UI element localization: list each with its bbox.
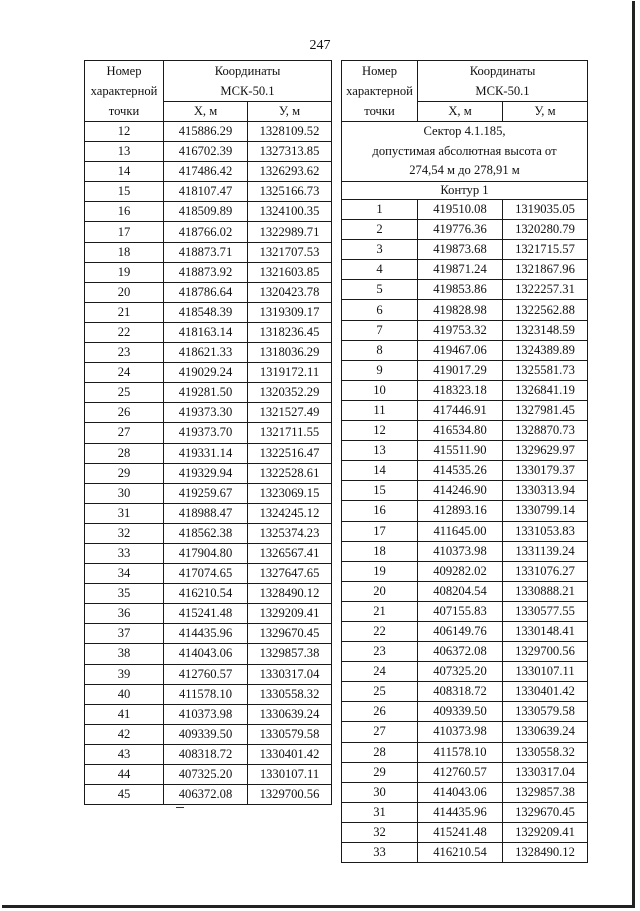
y-coordinate: 1325166.73 bbox=[248, 182, 332, 202]
coordinate-system: МСК-50.1 bbox=[220, 84, 275, 98]
scan-mark bbox=[176, 807, 184, 808]
x-coordinate: 418873.92 bbox=[164, 262, 248, 282]
x-coordinate: 408204.54 bbox=[418, 581, 503, 601]
table-row bbox=[342, 843, 588, 863]
y-coordinate: 1329857.38 bbox=[248, 644, 332, 664]
table-row bbox=[85, 343, 332, 363]
x-coordinate: 409339.50 bbox=[418, 702, 503, 722]
point-number: 13 bbox=[342, 441, 418, 461]
point-number: 44 bbox=[85, 765, 164, 785]
page-number: 247 bbox=[309, 38, 331, 53]
table-row bbox=[85, 443, 332, 463]
contour-label: Контур 1 bbox=[342, 182, 588, 200]
x-coordinate: 417446.91 bbox=[418, 400, 503, 420]
y-coordinate: 1330179.37 bbox=[503, 461, 588, 481]
x-coordinate: 407155.83 bbox=[418, 601, 503, 621]
y-coordinate: 1321603.85 bbox=[248, 262, 332, 282]
point-number: 33 bbox=[342, 843, 418, 863]
y-coordinate: 1330148.41 bbox=[503, 621, 588, 641]
point-number: 7 bbox=[342, 320, 418, 340]
table-row bbox=[85, 785, 332, 805]
x-coordinate: 410373.98 bbox=[418, 722, 503, 742]
point-number: 34 bbox=[85, 564, 164, 584]
x-coordinate: 418988.47 bbox=[164, 503, 248, 523]
point-number: 8 bbox=[342, 340, 418, 360]
x-coordinate: 419281.50 bbox=[164, 383, 248, 403]
y-coordinate: 1330639.24 bbox=[503, 722, 588, 742]
point-number: 6 bbox=[342, 300, 418, 320]
y-coordinate: 1320352.29 bbox=[248, 383, 332, 403]
x-coordinate: 406149.76 bbox=[418, 621, 503, 641]
y-coordinate: 1324245.12 bbox=[248, 503, 332, 523]
point-number: 38 bbox=[85, 644, 164, 664]
y-coordinate: 1328109.52 bbox=[248, 122, 332, 142]
y-coordinate: 1330313.94 bbox=[503, 481, 588, 501]
point-number: 16 bbox=[85, 202, 164, 222]
y-coordinate: 1321867.96 bbox=[503, 260, 588, 280]
y-coordinate: 1330558.32 bbox=[248, 684, 332, 704]
y-coordinate: 1330107.11 bbox=[248, 765, 332, 785]
x-coordinate: 419259.67 bbox=[164, 483, 248, 503]
y-coordinate: 1324389.89 bbox=[503, 340, 588, 360]
x-coordinate: 418621.33 bbox=[164, 343, 248, 363]
x-coordinate: 414246.90 bbox=[418, 481, 503, 501]
table-row bbox=[342, 561, 588, 581]
x-coordinate: 419467.06 bbox=[418, 340, 503, 360]
point-number: 17 bbox=[85, 222, 164, 242]
x-coordinate: 416210.54 bbox=[164, 584, 248, 604]
point-number: 41 bbox=[85, 704, 164, 724]
y-coordinate: 1330799.14 bbox=[503, 501, 588, 521]
table-row bbox=[342, 461, 588, 481]
table-row bbox=[342, 360, 588, 380]
y-coordinate: 1322562.88 bbox=[503, 300, 588, 320]
y-coordinate: 1325581.73 bbox=[503, 360, 588, 380]
x-coordinate: 419828.98 bbox=[418, 300, 503, 320]
table-row bbox=[85, 463, 332, 483]
table-row bbox=[342, 682, 588, 702]
point-number: 11 bbox=[342, 400, 418, 420]
point-number: 15 bbox=[85, 182, 164, 202]
y-coordinate: 1330579.58 bbox=[248, 724, 332, 744]
table-row bbox=[85, 282, 332, 302]
table-row bbox=[342, 762, 588, 782]
x-coordinate: 411645.00 bbox=[418, 521, 503, 541]
point-number: 1 bbox=[342, 200, 418, 220]
table-row bbox=[85, 202, 332, 222]
y-coordinate: 1330558.32 bbox=[503, 742, 588, 762]
table-row bbox=[85, 503, 332, 523]
point-number-header: Номер характерной точки bbox=[85, 61, 164, 122]
table-row bbox=[85, 543, 332, 563]
point-number: 31 bbox=[342, 802, 418, 822]
y-coordinate: 1326841.19 bbox=[503, 380, 588, 400]
point-number: 5 bbox=[342, 280, 418, 300]
y-coordinate: 1328490.12 bbox=[503, 843, 588, 863]
y-coordinate: 1327647.65 bbox=[248, 564, 332, 584]
point-number: 22 bbox=[85, 322, 164, 342]
point-number: 28 bbox=[342, 742, 418, 762]
x-coordinate: 419373.70 bbox=[164, 423, 248, 443]
point-number: 21 bbox=[85, 302, 164, 322]
point-number: 3 bbox=[342, 240, 418, 260]
table-row bbox=[85, 383, 332, 403]
x-coordinate: 412760.57 bbox=[418, 762, 503, 782]
table-row bbox=[342, 541, 588, 561]
x-coordinate: 419853.86 bbox=[418, 280, 503, 300]
table-row bbox=[342, 501, 588, 521]
coordinates-title: Координаты bbox=[469, 64, 536, 78]
point-number: 24 bbox=[342, 662, 418, 682]
table-row bbox=[342, 621, 588, 641]
table-row bbox=[342, 280, 588, 300]
point-number: 37 bbox=[85, 624, 164, 644]
point-number: 14 bbox=[342, 461, 418, 481]
table-row bbox=[85, 423, 332, 443]
sector-line-1: Сектор 4.1.185, bbox=[423, 124, 506, 139]
y-coordinate: 1330317.04 bbox=[503, 762, 588, 782]
y-column-header: У, м bbox=[503, 102, 588, 122]
table-row bbox=[342, 481, 588, 501]
x-coordinate: 406372.08 bbox=[418, 642, 503, 662]
x-coordinate: 406372.08 bbox=[164, 785, 248, 805]
point-number: 9 bbox=[342, 360, 418, 380]
y-coordinate: 1330639.24 bbox=[248, 704, 332, 724]
y-coordinate: 1321711.55 bbox=[248, 423, 332, 443]
x-coordinate: 418323.18 bbox=[418, 380, 503, 400]
sector-description bbox=[342, 122, 588, 182]
x-coordinate: 412893.16 bbox=[418, 501, 503, 521]
x-coordinate: 410373.98 bbox=[164, 704, 248, 724]
table-row bbox=[342, 200, 588, 220]
sector-line-2: допустимая абсолютная высота от bbox=[372, 143, 557, 158]
x-coordinate: 418548.39 bbox=[164, 302, 248, 322]
coordinates-table-left bbox=[84, 60, 332, 805]
table-row bbox=[342, 421, 588, 441]
table-row bbox=[342, 240, 588, 260]
point-number: 10 bbox=[342, 380, 418, 400]
point-number: 23 bbox=[342, 642, 418, 662]
x-coordinate: 418509.89 bbox=[164, 202, 248, 222]
point-number: 43 bbox=[85, 744, 164, 764]
table-row bbox=[342, 782, 588, 802]
point-number: 36 bbox=[85, 604, 164, 624]
point-number: 19 bbox=[85, 262, 164, 282]
table-row bbox=[85, 182, 332, 202]
point-number-header: Номер характерной точки bbox=[342, 61, 418, 122]
x-coordinate: 414043.06 bbox=[418, 782, 503, 802]
y-coordinate: 1323148.59 bbox=[503, 320, 588, 340]
y-coordinate: 1331053.83 bbox=[503, 521, 588, 541]
x-coordinate: 418562.38 bbox=[164, 523, 248, 543]
y-coordinate: 1329670.45 bbox=[248, 624, 332, 644]
x-coordinate: 417904.80 bbox=[164, 543, 248, 563]
x-coordinate: 417486.42 bbox=[164, 162, 248, 182]
x-coordinate: 415241.48 bbox=[418, 822, 503, 842]
point-number: 14 bbox=[85, 162, 164, 182]
sector-line-3: 274,54 м до 278,91 м bbox=[409, 163, 520, 178]
table-row bbox=[342, 380, 588, 400]
point-number: 2 bbox=[342, 220, 418, 240]
x-coordinate: 418107.47 bbox=[164, 182, 248, 202]
table-row bbox=[85, 684, 332, 704]
table-row bbox=[342, 441, 588, 461]
x-coordinate: 418786.64 bbox=[164, 282, 248, 302]
point-number: 21 bbox=[342, 601, 418, 621]
y-coordinate: 1319172.11 bbox=[248, 363, 332, 383]
point-number: 25 bbox=[85, 383, 164, 403]
table-row bbox=[342, 662, 588, 682]
y-coordinate: 1323069.15 bbox=[248, 483, 332, 503]
x-coordinate: 411578.10 bbox=[418, 742, 503, 762]
point-number: 32 bbox=[85, 523, 164, 543]
table-row bbox=[342, 822, 588, 842]
y-coordinate: 1329629.97 bbox=[503, 441, 588, 461]
point-number: 26 bbox=[342, 702, 418, 722]
x-coordinate: 416702.39 bbox=[164, 142, 248, 162]
point-number: 4 bbox=[342, 260, 418, 280]
point-number: 29 bbox=[85, 463, 164, 483]
x-coordinate: 411578.10 bbox=[164, 684, 248, 704]
coordinates-header bbox=[418, 61, 588, 102]
table-row bbox=[342, 220, 588, 240]
point-number: 45 bbox=[85, 785, 164, 805]
y-coordinate: 1321715.57 bbox=[503, 240, 588, 260]
point-number: 31 bbox=[85, 503, 164, 523]
point-number: 20 bbox=[342, 581, 418, 601]
point-number: 17 bbox=[342, 521, 418, 541]
y-coordinate: 1321527.49 bbox=[248, 403, 332, 423]
x-coordinate: 412760.57 bbox=[164, 664, 248, 684]
x-coordinate: 415511.90 bbox=[418, 441, 503, 461]
y-coordinate: 1327313.85 bbox=[248, 142, 332, 162]
y-coordinate: 1330888.21 bbox=[503, 581, 588, 601]
table-row bbox=[85, 363, 332, 383]
table-row bbox=[342, 521, 588, 541]
y-coordinate: 1320423.78 bbox=[248, 282, 332, 302]
table-row bbox=[342, 742, 588, 762]
coordinates-header bbox=[164, 61, 332, 102]
x-coordinate: 416210.54 bbox=[418, 843, 503, 863]
x-coordinate: 419017.29 bbox=[418, 360, 503, 380]
coordinate-system: МСК-50.1 bbox=[475, 84, 530, 98]
y-coordinate: 1330579.58 bbox=[503, 702, 588, 722]
y-coordinate: 1324100.35 bbox=[248, 202, 332, 222]
table-row bbox=[342, 601, 588, 621]
x-coordinate: 414043.06 bbox=[164, 644, 248, 664]
table-row bbox=[85, 222, 332, 242]
coordinates-title: Координаты bbox=[214, 64, 281, 78]
point-number: 22 bbox=[342, 621, 418, 641]
x-coordinate: 417074.65 bbox=[164, 564, 248, 584]
table-row bbox=[85, 483, 332, 503]
point-number: 18 bbox=[85, 242, 164, 262]
table-row bbox=[85, 724, 332, 744]
point-number: 26 bbox=[85, 403, 164, 423]
y-coordinate: 1322989.71 bbox=[248, 222, 332, 242]
point-number: 15 bbox=[342, 481, 418, 501]
point-number: 16 bbox=[342, 501, 418, 521]
y-coordinate: 1329700.56 bbox=[248, 785, 332, 805]
y-coordinate: 1328870.73 bbox=[503, 421, 588, 441]
table-row bbox=[85, 704, 332, 724]
table-row bbox=[342, 300, 588, 320]
table-row bbox=[342, 802, 588, 822]
x-column-header: X, м bbox=[418, 102, 503, 122]
y-coordinate: 1327981.45 bbox=[503, 400, 588, 420]
y-coordinate: 1329670.45 bbox=[503, 802, 588, 822]
x-coordinate: 419329.94 bbox=[164, 463, 248, 483]
point-number: 20 bbox=[85, 282, 164, 302]
x-coordinate: 419873.68 bbox=[418, 240, 503, 260]
y-column-header: У, м bbox=[248, 102, 332, 122]
x-coordinate: 410373.98 bbox=[418, 541, 503, 561]
y-coordinate: 1322257.31 bbox=[503, 280, 588, 300]
point-number: 25 bbox=[342, 682, 418, 702]
x-coordinate: 409339.50 bbox=[164, 724, 248, 744]
table-row bbox=[342, 581, 588, 601]
point-number: 12 bbox=[85, 122, 164, 142]
table-row bbox=[342, 320, 588, 340]
table-row bbox=[342, 722, 588, 742]
y-coordinate: 1322528.61 bbox=[248, 463, 332, 483]
y-coordinate: 1330317.04 bbox=[248, 664, 332, 684]
x-coordinate: 414435.96 bbox=[164, 624, 248, 644]
table-row bbox=[342, 642, 588, 662]
point-number: 19 bbox=[342, 561, 418, 581]
point-number: 27 bbox=[342, 722, 418, 742]
table-row bbox=[85, 644, 332, 664]
y-coordinate: 1325374.23 bbox=[248, 523, 332, 543]
x-coordinate: 418163.14 bbox=[164, 322, 248, 342]
x-coordinate: 419331.14 bbox=[164, 443, 248, 463]
point-number: 23 bbox=[85, 343, 164, 363]
point-number: 42 bbox=[85, 724, 164, 744]
table-row bbox=[85, 242, 332, 262]
point-number: 33 bbox=[85, 543, 164, 563]
y-coordinate: 1322516.47 bbox=[248, 443, 332, 463]
y-coordinate: 1330577.55 bbox=[503, 601, 588, 621]
x-coordinate: 409282.02 bbox=[418, 561, 503, 581]
y-coordinate: 1321707.53 bbox=[248, 242, 332, 262]
y-coordinate: 1331139.24 bbox=[503, 541, 588, 561]
point-number: 30 bbox=[85, 483, 164, 503]
point-number: 13 bbox=[85, 142, 164, 162]
point-number: 12 bbox=[342, 421, 418, 441]
x-coordinate: 418766.02 bbox=[164, 222, 248, 242]
y-coordinate: 1319035.05 bbox=[503, 200, 588, 220]
x-coordinate: 419753.32 bbox=[418, 320, 503, 340]
x-coordinate: 414435.96 bbox=[418, 802, 503, 822]
x-coordinate: 419373.30 bbox=[164, 403, 248, 423]
x-coordinate: 419871.24 bbox=[418, 260, 503, 280]
point-number: 24 bbox=[85, 363, 164, 383]
table-row bbox=[85, 664, 332, 684]
x-coordinate: 415886.29 bbox=[164, 122, 248, 142]
x-coordinate: 419029.24 bbox=[164, 363, 248, 383]
table-row bbox=[342, 400, 588, 420]
table-row bbox=[85, 604, 332, 624]
x-coordinate: 414535.26 bbox=[418, 461, 503, 481]
table-row bbox=[85, 142, 332, 162]
table-row bbox=[85, 403, 332, 423]
point-number: 28 bbox=[85, 443, 164, 463]
table-row bbox=[85, 584, 332, 604]
table-row bbox=[342, 702, 588, 722]
y-coordinate: 1319309.17 bbox=[248, 302, 332, 322]
table-row bbox=[342, 260, 588, 280]
y-coordinate: 1331076.27 bbox=[503, 561, 588, 581]
y-coordinate: 1318036.29 bbox=[248, 343, 332, 363]
table-row bbox=[85, 122, 332, 142]
table-row bbox=[85, 744, 332, 764]
x-coordinate: 419510.08 bbox=[418, 200, 503, 220]
x-coordinate: 419776.36 bbox=[418, 220, 503, 240]
x-coordinate: 408318.72 bbox=[418, 682, 503, 702]
table-row bbox=[85, 564, 332, 584]
table-row bbox=[85, 262, 332, 282]
x-column-header: X, м bbox=[164, 102, 248, 122]
y-coordinate: 1329209.41 bbox=[248, 604, 332, 624]
y-coordinate: 1318236.45 bbox=[248, 322, 332, 342]
table-row bbox=[85, 162, 332, 182]
point-number: 29 bbox=[342, 762, 418, 782]
y-coordinate: 1329857.38 bbox=[503, 782, 588, 802]
y-coordinate: 1330401.42 bbox=[503, 682, 588, 702]
table-row bbox=[85, 523, 332, 543]
table-row bbox=[85, 302, 332, 322]
y-coordinate: 1328490.12 bbox=[248, 584, 332, 604]
y-coordinate: 1330401.42 bbox=[248, 744, 332, 764]
table-row bbox=[85, 624, 332, 644]
x-coordinate: 418873.71 bbox=[164, 242, 248, 262]
table-row bbox=[342, 340, 588, 360]
x-coordinate: 415241.48 bbox=[164, 604, 248, 624]
x-coordinate: 408318.72 bbox=[164, 744, 248, 764]
y-coordinate: 1326567.41 bbox=[248, 543, 332, 563]
y-coordinate: 1329209.41 bbox=[503, 822, 588, 842]
x-coordinate: 407325.20 bbox=[164, 765, 248, 785]
point-number: 40 bbox=[85, 684, 164, 704]
table-row bbox=[85, 765, 332, 785]
point-number: 27 bbox=[85, 423, 164, 443]
x-coordinate: 416534.80 bbox=[418, 421, 503, 441]
y-coordinate: 1330107.11 bbox=[503, 662, 588, 682]
y-coordinate: 1326293.62 bbox=[248, 162, 332, 182]
y-coordinate: 1329700.56 bbox=[503, 642, 588, 662]
table-row bbox=[85, 322, 332, 342]
coordinates-table-right bbox=[341, 60, 588, 863]
x-coordinate: 407325.20 bbox=[418, 662, 503, 682]
point-number: 35 bbox=[85, 584, 164, 604]
point-number: 32 bbox=[342, 822, 418, 842]
y-coordinate: 1320280.79 bbox=[503, 220, 588, 240]
point-number: 18 bbox=[342, 541, 418, 561]
point-number: 39 bbox=[85, 664, 164, 684]
point-number: 30 bbox=[342, 782, 418, 802]
